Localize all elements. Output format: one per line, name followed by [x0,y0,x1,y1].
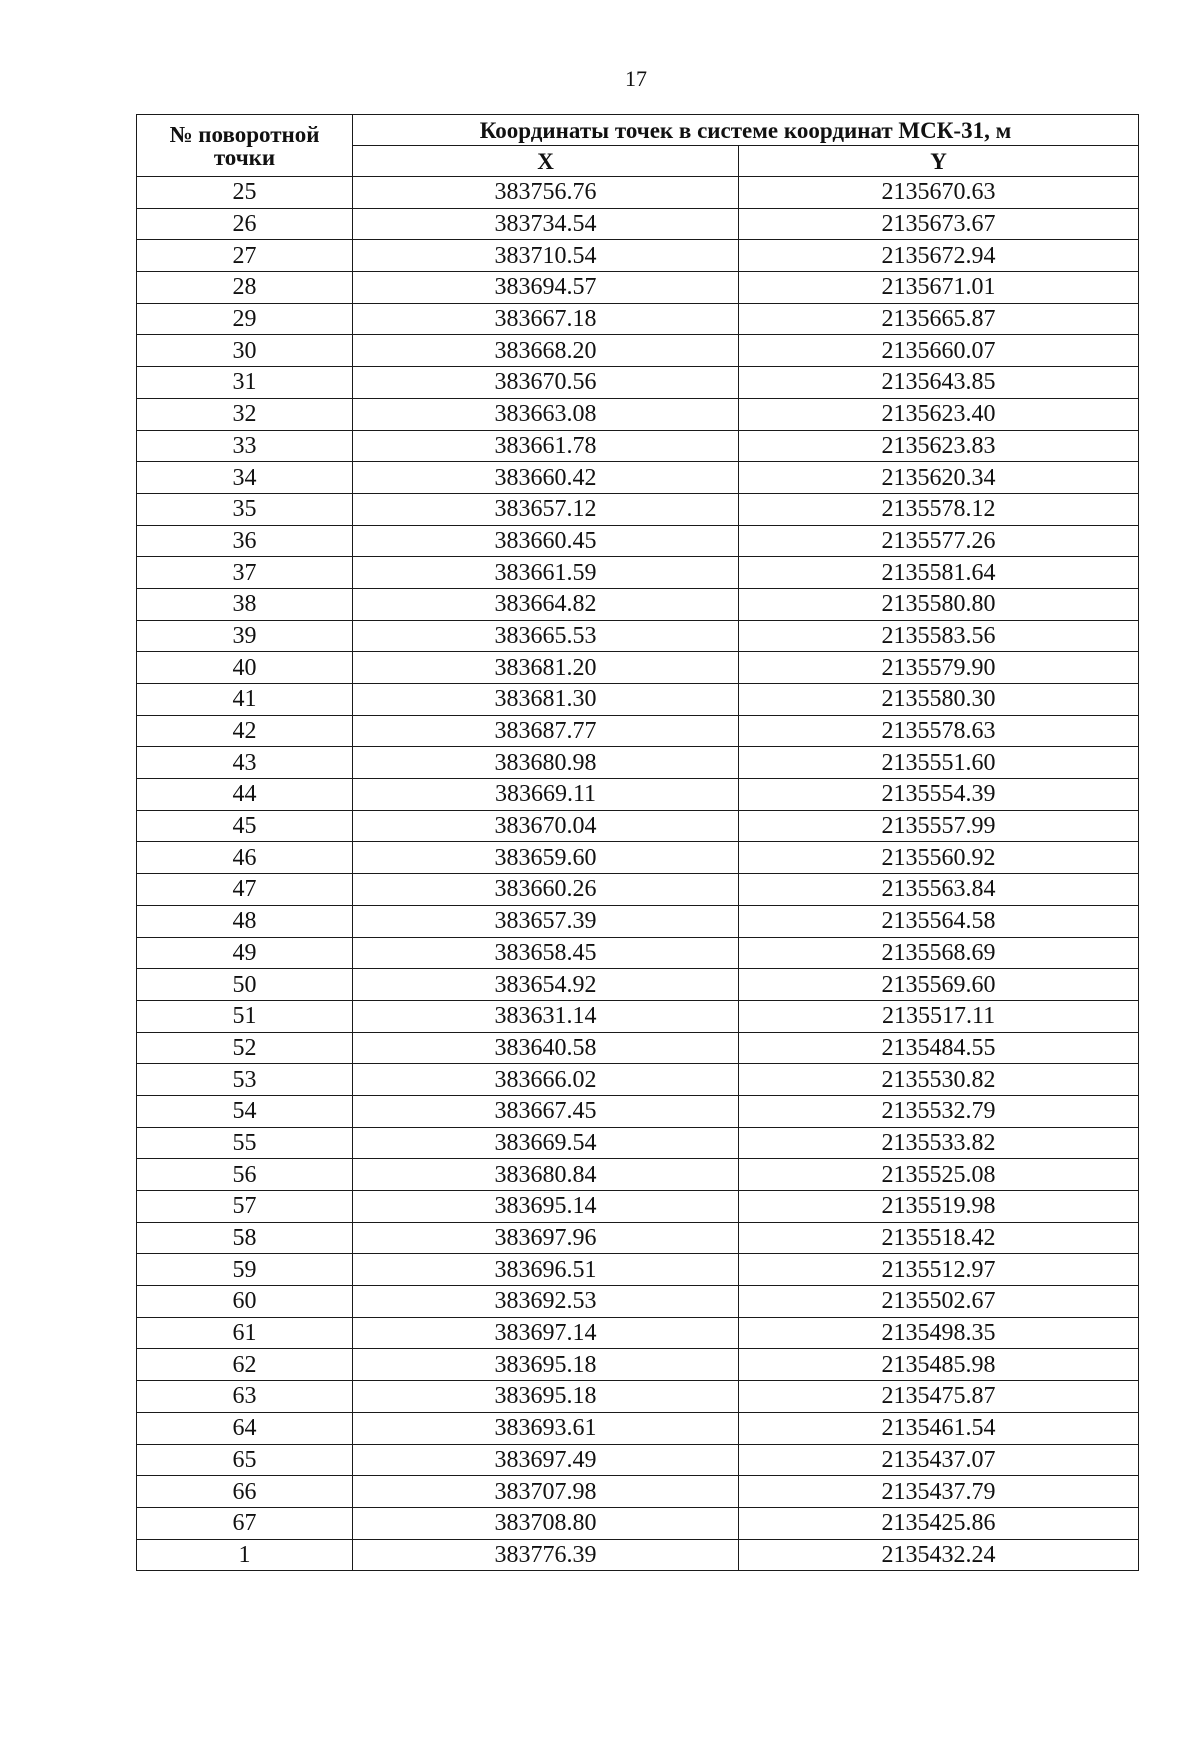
cell-point-number: 1 [137,1539,353,1571]
table-row [137,874,1139,906]
cell-x: 383631.14 [353,1000,739,1032]
cell-x: 383660.42 [353,462,739,494]
table-row [137,1412,1139,1444]
table-row [137,969,1139,1001]
cell-point-number: 30 [137,335,353,367]
table-row [137,588,1139,620]
cell-x: 383669.11 [353,779,739,811]
cell-x: 383710.54 [353,240,739,272]
cell-point-number: 41 [137,684,353,716]
cell-y: 2135475.87 [739,1381,1139,1413]
table-row [137,684,1139,716]
cell-y: 2135532.79 [739,1095,1139,1127]
cell-x: 383693.61 [353,1412,739,1444]
cell-point-number: 37 [137,557,353,589]
table-row [137,272,1139,304]
cell-point-number: 34 [137,462,353,494]
cell-point-number: 28 [137,272,353,304]
table-row [137,462,1139,494]
cell-point-number: 42 [137,715,353,747]
cell-y: 2135485.98 [739,1349,1139,1381]
table-body [137,177,1139,1571]
cell-point-number: 48 [137,905,353,937]
cell-y: 2135577.26 [739,525,1139,557]
cell-point-number: 25 [137,177,353,209]
table-row [137,1095,1139,1127]
table-row [137,747,1139,779]
cell-point-number: 29 [137,303,353,335]
cell-y: 2135502.67 [739,1286,1139,1318]
cell-point-number: 32 [137,398,353,430]
cell-point-number: 56 [137,1159,353,1191]
table-row [137,652,1139,684]
cell-x: 383694.57 [353,272,739,304]
table-row [137,905,1139,937]
cell-x: 383695.18 [353,1381,739,1413]
cell-y: 2135569.60 [739,969,1139,1001]
cell-x: 383665.53 [353,620,739,652]
table-row [137,525,1139,557]
cell-y: 2135673.67 [739,208,1139,240]
cell-x: 383756.76 [353,177,739,209]
coordinates-table [136,114,1139,1571]
cell-y: 2135579.90 [739,652,1139,684]
cell-point-number: 52 [137,1032,353,1064]
table-row [137,937,1139,969]
cell-point-number: 63 [137,1381,353,1413]
cell-x: 383669.54 [353,1127,739,1159]
table-row [137,557,1139,589]
cell-y: 2135530.82 [739,1064,1139,1096]
cell-point-number: 66 [137,1476,353,1508]
cell-point-number: 53 [137,1064,353,1096]
cell-x: 383664.82 [353,588,739,620]
cell-y: 2135568.69 [739,937,1139,969]
table-row [137,1191,1139,1223]
cell-point-number: 55 [137,1127,353,1159]
cell-y: 2135437.79 [739,1476,1139,1508]
cell-y: 2135517.11 [739,1000,1139,1032]
cell-y: 2135578.12 [739,493,1139,525]
cell-point-number: 40 [137,652,353,684]
cell-point-number: 64 [137,1412,353,1444]
table-row [137,240,1139,272]
cell-point-number: 65 [137,1444,353,1476]
cell-point-number: 61 [137,1317,353,1349]
cell-y: 2135533.82 [739,1127,1139,1159]
cell-x: 383660.45 [353,525,739,557]
table-row [137,335,1139,367]
cell-y: 2135518.42 [739,1222,1139,1254]
cell-x: 383708.80 [353,1507,739,1539]
cell-point-number: 58 [137,1222,353,1254]
table-row [137,779,1139,811]
cell-y: 2135583.56 [739,620,1139,652]
cell-x: 383695.14 [353,1191,739,1223]
table-row [137,1476,1139,1508]
cell-point-number: 36 [137,525,353,557]
table-row [137,367,1139,399]
table-row [137,1222,1139,1254]
cell-x: 383658.45 [353,937,739,969]
cell-y: 2135672.94 [739,240,1139,272]
cell-x: 383661.78 [353,430,739,462]
cell-y: 2135564.58 [739,905,1139,937]
cell-x: 383680.98 [353,747,739,779]
cell-x: 383695.18 [353,1349,739,1381]
table-row [137,1286,1139,1318]
table-row [137,303,1139,335]
cell-x: 383734.54 [353,208,739,240]
cell-y: 2135525.08 [739,1159,1139,1191]
cell-x: 383663.08 [353,398,739,430]
cell-y: 2135620.34 [739,462,1139,494]
table-row [137,398,1139,430]
table-row [137,715,1139,747]
header-coordinates: Координаты точек в системе координат МСК-31, м [353,115,1139,146]
table-row [137,1032,1139,1064]
cell-x: 383654.92 [353,969,739,1001]
cell-y: 2135557.99 [739,810,1139,842]
table-row [137,1349,1139,1381]
cell-point-number: 62 [137,1349,353,1381]
cell-x: 383670.56 [353,367,739,399]
header-y: Y [739,146,1139,177]
cell-y: 2135437.07 [739,1444,1139,1476]
header-point-number-line2: точки [213,144,276,170]
cell-x: 383776.39 [353,1539,739,1571]
cell-y: 2135425.86 [739,1507,1139,1539]
cell-point-number: 45 [137,810,353,842]
cell-point-number: 43 [137,747,353,779]
table-row [137,1539,1139,1571]
cell-point-number: 67 [137,1507,353,1539]
cell-x: 383696.51 [353,1254,739,1286]
cell-point-number: 39 [137,620,353,652]
table-row [137,493,1139,525]
cell-x: 383681.20 [353,652,739,684]
cell-x: 383680.84 [353,1159,739,1191]
cell-x: 383692.53 [353,1286,739,1318]
table-row [137,1444,1139,1476]
cell-x: 383661.59 [353,557,739,589]
cell-y: 2135519.98 [739,1191,1139,1223]
cell-x: 383640.58 [353,1032,739,1064]
table-row [137,1064,1139,1096]
cell-point-number: 47 [137,874,353,906]
table-row [137,620,1139,652]
cell-y: 2135670.63 [739,177,1139,209]
cell-point-number: 33 [137,430,353,462]
cell-x: 383707.98 [353,1476,739,1508]
cell-y: 2135554.39 [739,779,1139,811]
cell-x: 383681.30 [353,684,739,716]
cell-y: 2135461.54 [739,1412,1139,1444]
cell-x: 383667.18 [353,303,739,335]
table-row [137,810,1139,842]
table-row [137,1507,1139,1539]
cell-y: 2135623.40 [739,398,1139,430]
cell-y: 2135432.24 [739,1539,1139,1571]
cell-x: 383697.14 [353,1317,739,1349]
table-row [137,430,1139,462]
table-row [137,1381,1139,1413]
cell-x: 383660.26 [353,874,739,906]
page-number: 17 [625,66,647,91]
table-row [137,1159,1139,1191]
cell-y: 2135580.80 [739,588,1139,620]
cell-y: 2135671.01 [739,272,1139,304]
cell-x: 383697.96 [353,1222,739,1254]
header-row-1 [137,115,1139,146]
cell-y: 2135623.83 [739,430,1139,462]
cell-x: 383697.49 [353,1444,739,1476]
cell-point-number: 51 [137,1000,353,1032]
cell-x: 383659.60 [353,842,739,874]
table-row [137,177,1139,209]
cell-y: 2135563.84 [739,874,1139,906]
cell-y: 2135560.92 [739,842,1139,874]
header-point-number [137,115,353,177]
header-point-number-line1: № поворотной [169,121,320,147]
cell-y: 2135498.35 [739,1317,1139,1349]
cell-y: 2135660.07 [739,335,1139,367]
cell-y: 2135578.63 [739,715,1139,747]
cell-point-number: 26 [137,208,353,240]
table-row [137,208,1139,240]
cell-y: 2135665.87 [739,303,1139,335]
table-row [137,842,1139,874]
cell-x: 383668.20 [353,335,739,367]
cell-point-number: 38 [137,588,353,620]
table-row [137,1127,1139,1159]
cell-y: 2135643.85 [739,367,1139,399]
cell-y: 2135551.60 [739,747,1139,779]
cell-y: 2135580.30 [739,684,1139,716]
cell-point-number: 27 [137,240,353,272]
table-row [137,1317,1139,1349]
cell-point-number: 54 [137,1095,353,1127]
cell-point-number: 35 [137,493,353,525]
cell-y: 2135512.97 [739,1254,1139,1286]
cell-x: 383666.02 [353,1064,739,1096]
cell-y: 2135484.55 [739,1032,1139,1064]
cell-x: 383687.77 [353,715,739,747]
table-header [137,115,1139,177]
cell-x: 383670.04 [353,810,739,842]
cell-point-number: 59 [137,1254,353,1286]
cell-point-number: 50 [137,969,353,1001]
cell-point-number: 60 [137,1286,353,1318]
table-row [137,1000,1139,1032]
cell-point-number: 49 [137,937,353,969]
cell-x: 383657.39 [353,905,739,937]
table-row [137,1254,1139,1286]
header-x: X [353,146,739,177]
cell-x: 383657.12 [353,493,739,525]
cell-x: 383667.45 [353,1095,739,1127]
cell-point-number: 31 [137,367,353,399]
cell-y: 2135581.64 [739,557,1139,589]
cell-point-number: 57 [137,1191,353,1223]
cell-point-number: 44 [137,779,353,811]
cell-point-number: 46 [137,842,353,874]
